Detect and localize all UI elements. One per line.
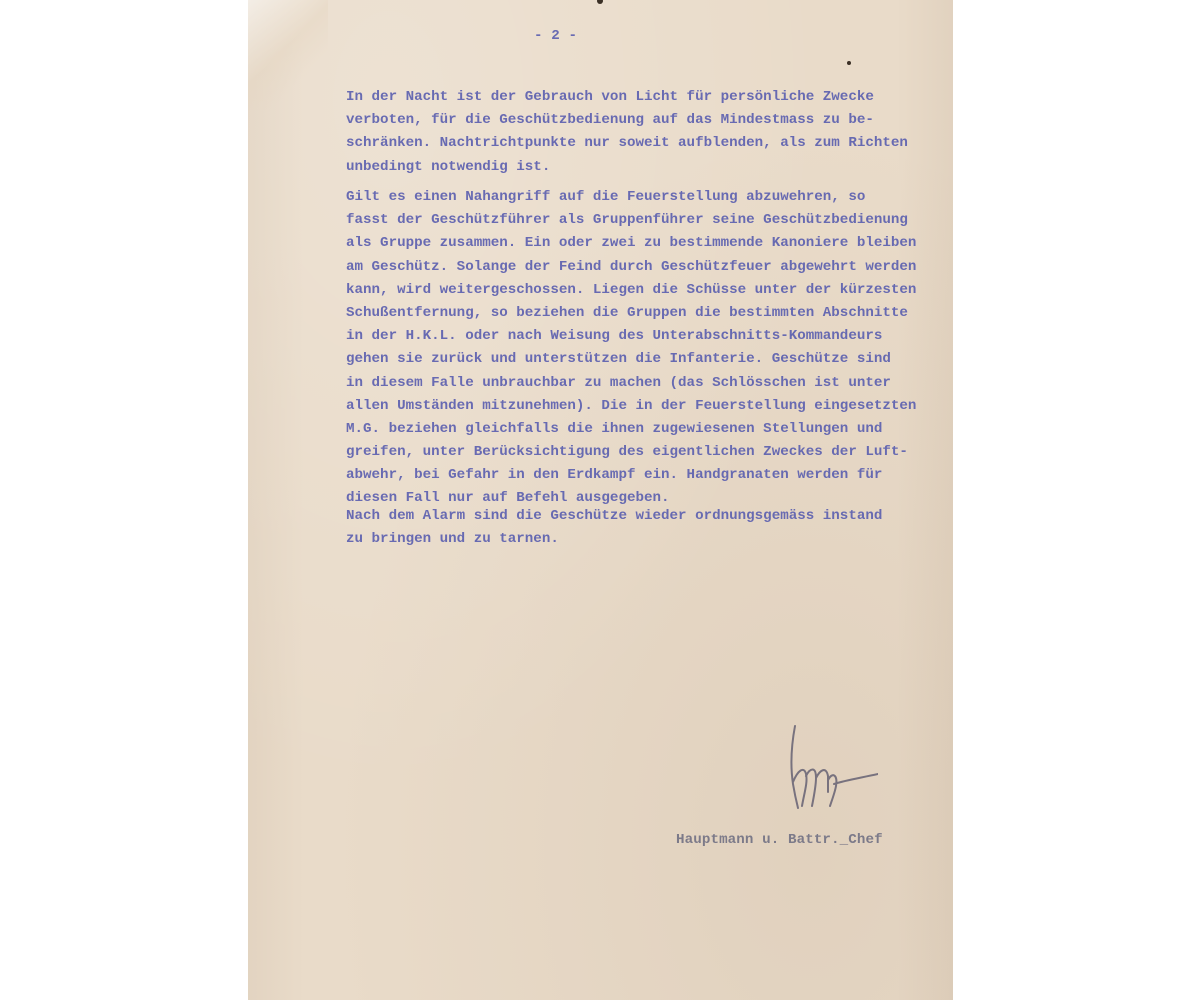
paragraph-night-light [346, 86, 908, 179]
paragraph-close-combat [346, 186, 916, 511]
text-line: am Geschütz. Solange der Feind durch Geschützfeuer abgewehrt werden [346, 258, 917, 275]
text-line: Gilt es einen Nahangriff auf die Feuerstellung abzuwehren, so [346, 189, 866, 205]
document-page [248, 0, 953, 1000]
text-line: In der Nacht ist der Gebrauch von Licht für persönliche Zwecke [346, 89, 874, 105]
text-line: in der H.K.L. oder nach Weisung des Unterabschnitts-Kommandeurs [346, 328, 883, 345]
text-line: unbedingt notwendig ist. [346, 158, 551, 175]
text-line: greifen, unter Berücksichtigung des eigentlichen Zweckes der Luft- [346, 444, 908, 461]
text-line: abwehr, bei Gefahr in den Erdkampf ein. Handgranaten werden für [346, 467, 883, 484]
text-line: zu bringen und zu tarnen. [346, 531, 559, 548]
text-line: verboten, für die Geschützbedienung auf das Mindestmass zu be- [346, 112, 874, 129]
folded-corner [248, 0, 328, 110]
text-line: fasst der Geschützführer als Gruppenführer seine Geschützbedienung [346, 212, 908, 229]
text-line: M.G. beziehen gleichfalls die ihnen zugewiesenen Stellungen und [346, 420, 883, 437]
text-line: in diesem Falle unbrauchbar zu machen (das Schlösschen ist unter [346, 374, 891, 391]
text-line: allen Umständen mitzunehmen). Die in der Feuerstellung eingesetzten [346, 397, 917, 414]
signature-title: Hauptmann u. Battr._Chef [676, 832, 883, 848]
text-line: Schußentfernung, so beziehen die Gruppen die bestimmten Abschnitte [346, 304, 908, 321]
paragraph-after-alarm [346, 505, 882, 551]
page-number: - 2 - [534, 28, 578, 44]
punch-hole [597, 0, 603, 4]
text-line: als Gruppe zusammen. Ein oder zwei zu bestimmende Kanoniere bleiben [346, 235, 917, 252]
ink-spot [847, 61, 851, 65]
text-line: diesen Fall nur auf Befehl ausgegeben. [346, 490, 670, 507]
text-line: schränken. Nachtrichtpunkte nur soweit aufblenden, als zum Richten [346, 135, 908, 152]
text-line: Nach dem Alarm sind die Geschütze wieder ordnungsgemäss instand [346, 508, 883, 524]
text-line: kann, wird weitergeschossen. Liegen die Schüsse unter der kürzesten [346, 281, 917, 298]
handwritten-signature [768, 722, 878, 822]
text-line: gehen sie zurück und unterstützen die Infanterie. Geschütze sind [346, 351, 891, 368]
